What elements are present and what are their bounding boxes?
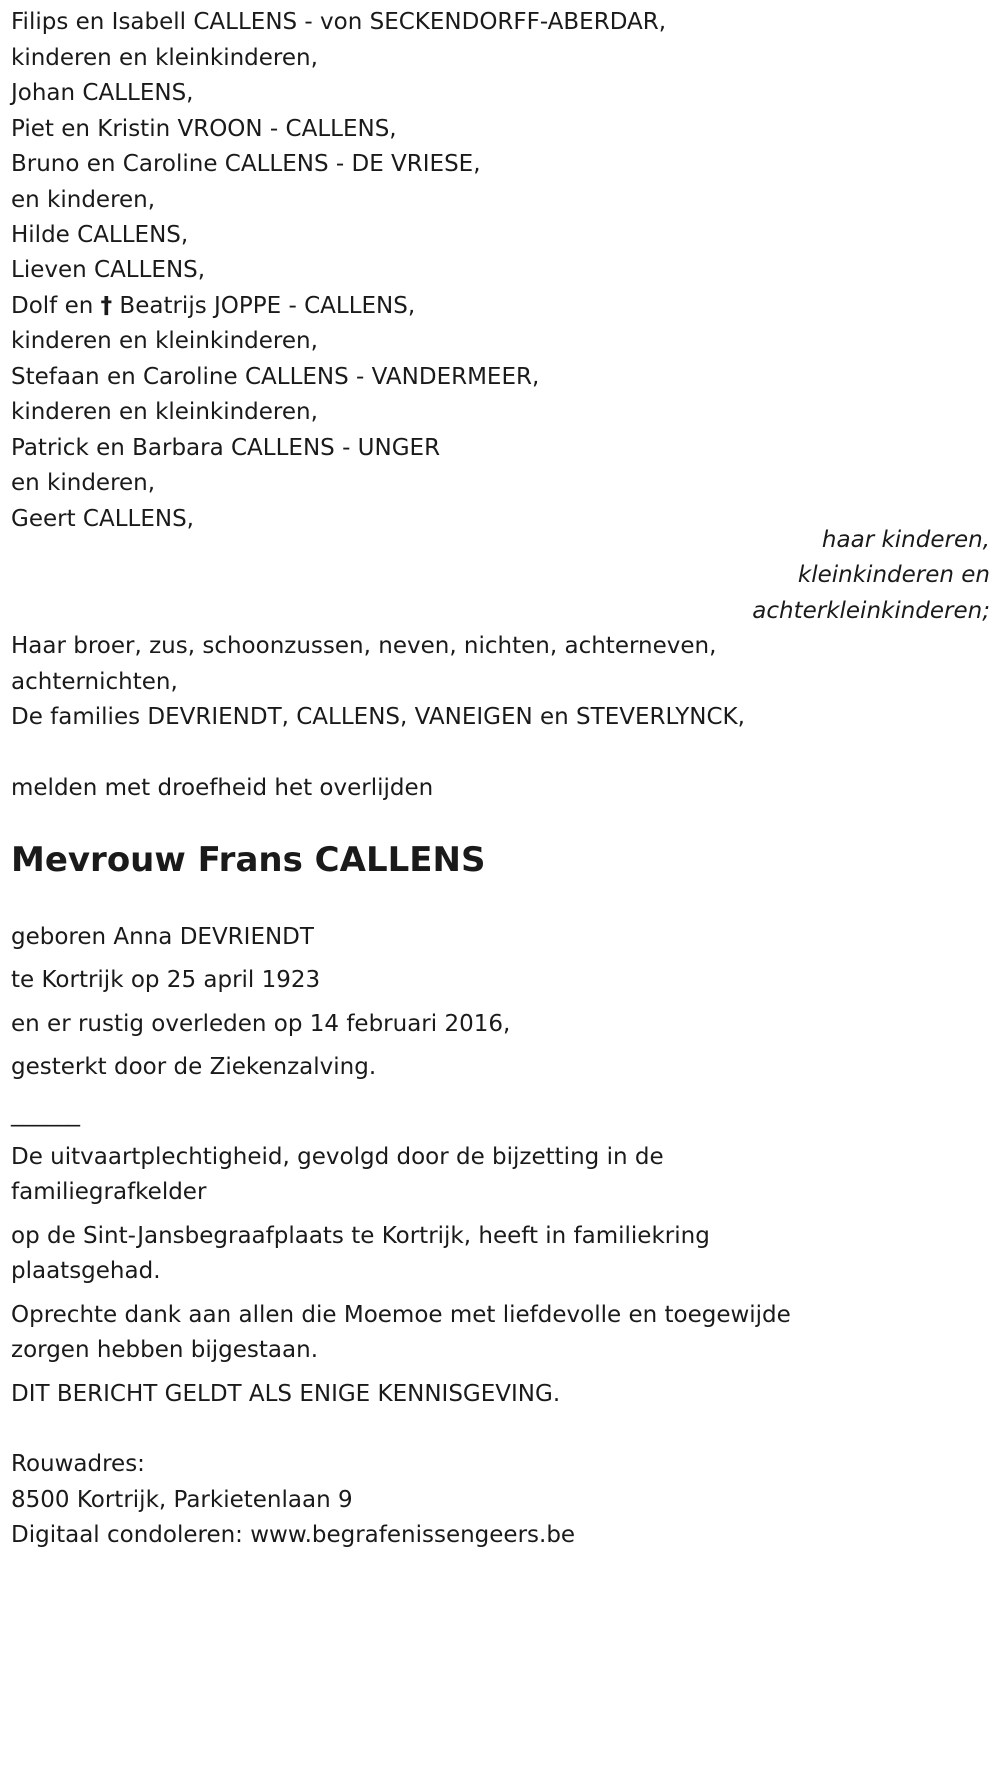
- family-line: en kinderen,: [11, 470, 156, 496]
- relation-line: haar kinderen,: [821, 527, 990, 553]
- family-line: Bruno en Caroline CALLENS - DE VRIESE,: [11, 151, 481, 177]
- family-line: Geert CALLENS,: [11, 506, 194, 532]
- relation-line: kleinkinderen en: [797, 562, 990, 588]
- deceased-detail: gesterkt door de Ziekenzalving.: [11, 1054, 377, 1080]
- funeral-line: Oprechte dank aan allen die Moemoe met liefdevolle en toegewijde: [11, 1302, 791, 1328]
- family-line: Piet en Kristin VROON - CALLENS,: [11, 116, 397, 142]
- family-line: Filips en Isabell CALLENS - von SECKENDORFF-ABERDAR,: [11, 9, 667, 35]
- contact-address: 8500 Kortrijk, Parkietenlaan 9: [11, 1487, 353, 1513]
- dagger-icon: †: [100, 293, 113, 319]
- family-line: Hilde CALLENS,: [11, 222, 189, 248]
- family-line: kinderen en kleinkinderen,: [11, 399, 318, 425]
- family-line-dolf: [11, 292, 415, 320]
- funeral-line: De uitvaartplechtigheid, gevolgd door de bijzetting in de: [11, 1144, 664, 1170]
- family-line-dolf-suffix: Beatrijs JOPPE - CALLENS,: [112, 293, 416, 319]
- deceased-detail: en er rustig overleden op 14 februari 2016,: [11, 1011, 511, 1037]
- funeral-line: familiegrafkelder: [11, 1179, 207, 1205]
- extended-line: De families DEVRIENDT, CALLENS, VANEIGEN en STEVERLYNCK,: [11, 704, 745, 730]
- relation-line: achterkleinkinderen;: [752, 598, 990, 624]
- announcement: melden met droefheid het overlijden: [11, 775, 434, 801]
- extended-line: Haar broer, zus, schoonzussen, neven, nichten, achterneven,: [11, 633, 717, 659]
- family-line: Stefaan en Caroline CALLENS - VANDERMEER,: [11, 364, 540, 390]
- contact-label: Rouwadres:: [11, 1451, 145, 1477]
- funeral-line: plaatsgehad.: [11, 1258, 161, 1284]
- family-line: Johan CALLENS,: [11, 80, 194, 106]
- funeral-line: zorgen hebben bijgestaan.: [11, 1337, 319, 1363]
- family-line: kinderen en kleinkinderen,: [11, 45, 318, 71]
- deceased-name: Mevrouw Frans CALLENS: [11, 840, 486, 880]
- family-line: Patrick en Barbara CALLENS - UNGER: [11, 435, 441, 461]
- funeral-line: op de Sint-Jansbegraafplaats te Kortrijk, heeft in familiekring: [11, 1223, 710, 1249]
- extended-line: achternichten,: [11, 669, 178, 695]
- family-line: en kinderen,: [11, 187, 156, 213]
- deceased-detail: te Kortrijk op 25 april 1923: [11, 967, 321, 993]
- family-line-dolf-prefix: Dolf en: [11, 293, 101, 319]
- funeral-notice: DIT BERICHT GELDT ALS ENIGE KENNISGEVING.: [11, 1381, 561, 1407]
- condolence-link[interactable]: Digitaal condoleren: www.begrafenissengeers.be: [11, 1522, 576, 1548]
- family-line: Lieven CALLENS,: [11, 257, 206, 283]
- family-line: kinderen en kleinkinderen,: [11, 328, 318, 354]
- separator: ______: [11, 1101, 80, 1127]
- deceased-detail: geboren Anna DEVRIENDT: [11, 924, 314, 950]
